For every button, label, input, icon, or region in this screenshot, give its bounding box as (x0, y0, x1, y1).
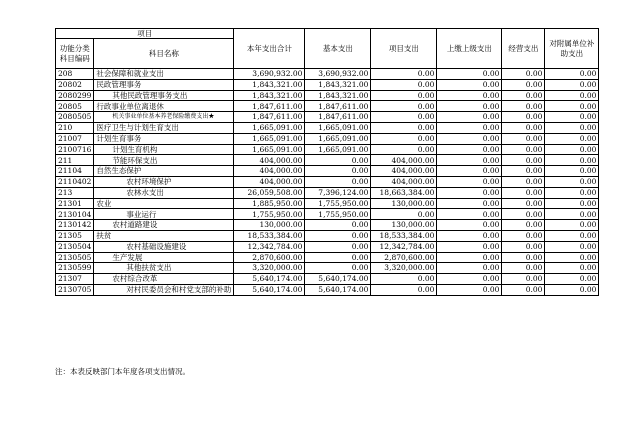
cell-basic: 1,755,950.00 (305, 198, 371, 209)
table-row (56, 198, 599, 209)
cell-upper: 0.00 (437, 176, 502, 187)
cell-subsidy: 0.00 (545, 101, 599, 112)
cell-basic: 0.00 (305, 252, 371, 263)
cell-basic: 3,690,932.00 (305, 69, 371, 80)
cell-operating: 0.00 (502, 252, 545, 263)
cell-code: 2080299 (56, 90, 94, 101)
cell-code: 208 (56, 69, 94, 80)
header-basic: 基本支出 (305, 29, 371, 69)
cell-subsidy: 0.00 (545, 198, 599, 209)
header-total: 本年支出合计 (234, 29, 305, 69)
cell-basic: 0.00 (305, 166, 371, 177)
cell-name: 行政事业单位离退休 (94, 101, 234, 112)
cell-name: 对村民委员会和村党支部的补助 (94, 284, 234, 295)
cell-upper: 0.00 (437, 133, 502, 144)
table-row (56, 263, 599, 274)
header-subsidy: 对附属单位补助支出 (545, 29, 599, 69)
cell-upper: 0.00 (437, 263, 502, 274)
cell-operating: 0.00 (502, 263, 545, 274)
cell-basic: 0.00 (305, 155, 371, 166)
cell-project: 0.00 (371, 284, 437, 295)
cell-upper: 0.00 (437, 122, 502, 133)
cell-upper: 0.00 (437, 230, 502, 241)
table-row (56, 241, 599, 252)
cell-project: 0.00 (371, 144, 437, 155)
header-upper: 上缴上级支出 (437, 29, 502, 69)
cell-name: 社会保障和就业支出 (94, 69, 234, 80)
cell-operating: 0.00 (502, 198, 545, 209)
cell-total: 3,690,932.00 (234, 69, 305, 80)
cell-operating: 0.00 (502, 69, 545, 80)
cell-name: 民政管理事务 (94, 79, 234, 90)
cell-total: 1,847,611.00 (234, 112, 305, 123)
cell-name: 计划生育事务 (94, 133, 234, 144)
cell-total: 1,847,611.00 (234, 101, 305, 112)
table-row (56, 230, 599, 241)
cell-operating: 0.00 (502, 90, 545, 101)
cell-basic: 0.00 (305, 220, 371, 231)
cell-name: 农村环境保护 (94, 176, 234, 187)
cell-code: 21007 (56, 133, 94, 144)
cell-name: 其他扶贫支出 (94, 263, 234, 274)
cell-code: 20805 (56, 101, 94, 112)
cell-name: 扶贫 (94, 230, 234, 241)
cell-code: 21104 (56, 166, 94, 177)
cell-operating: 0.00 (502, 284, 545, 295)
cell-basic: 1,843,321.00 (305, 90, 371, 101)
cell-subsidy: 0.00 (545, 209, 599, 220)
expenditure-table (55, 28, 599, 296)
cell-basic: 1,847,611.00 (305, 112, 371, 123)
cell-code: 21305 (56, 230, 94, 241)
cell-total: 3,320,000.00 (234, 263, 305, 274)
table-row (56, 176, 599, 187)
cell-total: 1,665,091.00 (234, 122, 305, 133)
table-row (56, 284, 599, 295)
table-row (56, 209, 599, 220)
cell-operating: 0.00 (502, 274, 545, 285)
cell-name: 机关事业单位基本养老保险缴费支出★ (94, 112, 234, 123)
cell-project: 130,000.00 (371, 198, 437, 209)
table-row (56, 122, 599, 133)
cell-upper: 0.00 (437, 155, 502, 166)
cell-name: 自然生态保护 (94, 166, 234, 177)
table-row (56, 69, 599, 80)
cell-upper: 0.00 (437, 220, 502, 231)
cell-basic: 0.00 (305, 241, 371, 252)
cell-subsidy: 0.00 (545, 263, 599, 274)
cell-operating: 0.00 (502, 122, 545, 133)
cell-total: 404,000.00 (234, 166, 305, 177)
cell-subsidy: 0.00 (545, 230, 599, 241)
cell-project: 0.00 (371, 274, 437, 285)
cell-project: 3,320,000.00 (371, 263, 437, 274)
cell-upper: 0.00 (437, 187, 502, 198)
cell-operating: 0.00 (502, 209, 545, 220)
cell-upper: 0.00 (437, 79, 502, 90)
cell-subsidy: 0.00 (545, 90, 599, 101)
table-row (56, 220, 599, 231)
cell-project: 404,000.00 (371, 155, 437, 166)
table-row (56, 187, 599, 198)
cell-operating: 0.00 (502, 101, 545, 112)
cell-code: 21301 (56, 198, 94, 209)
cell-operating: 0.00 (502, 230, 545, 241)
cell-code: 213 (56, 187, 94, 198)
cell-project: 0.00 (371, 112, 437, 123)
cell-total: 12,342,784.00 (234, 241, 305, 252)
cell-total: 1,665,091.00 (234, 144, 305, 155)
cell-name: 农业 (94, 198, 234, 209)
header-project: 项目 (56, 29, 234, 39)
cell-name: 计划生育机构 (94, 144, 234, 155)
cell-name: 医疗卫生与计划生育支出 (94, 122, 234, 133)
cell-name: 生产发展 (94, 252, 234, 263)
cell-subsidy: 0.00 (545, 252, 599, 263)
cell-project: 404,000.00 (371, 166, 437, 177)
cell-name: 其他民政管理事务支出 (94, 90, 234, 101)
cell-upper: 0.00 (437, 241, 502, 252)
cell-operating: 0.00 (502, 79, 545, 90)
cell-operating: 0.00 (502, 112, 545, 123)
cell-basic: 0.00 (305, 263, 371, 274)
cell-upper: 0.00 (437, 209, 502, 220)
cell-subsidy: 0.00 (545, 79, 599, 90)
cell-name: 农林水支出 (94, 187, 234, 198)
cell-operating: 0.00 (502, 155, 545, 166)
cell-name: 节能环保支出 (94, 155, 234, 166)
cell-upper: 0.00 (437, 101, 502, 112)
cell-upper: 0.00 (437, 112, 502, 123)
cell-subsidy: 0.00 (545, 187, 599, 198)
cell-subsidy: 0.00 (545, 112, 599, 123)
cell-code: 2130142 (56, 220, 94, 231)
table-row (56, 112, 599, 123)
cell-operating: 0.00 (502, 133, 545, 144)
cell-upper: 0.00 (437, 274, 502, 285)
cell-project: 0.00 (371, 101, 437, 112)
cell-basic: 1,847,611.00 (305, 101, 371, 112)
header-name: 科目名称 (94, 39, 234, 69)
cell-upper: 0.00 (437, 284, 502, 295)
cell-total: 404,000.00 (234, 176, 305, 187)
header-project-expenditure: 项目支出 (371, 29, 437, 69)
table-row (56, 274, 599, 285)
cell-project: 12,342,784.00 (371, 241, 437, 252)
cell-subsidy: 0.00 (545, 144, 599, 155)
cell-total: 5,640,174.00 (234, 274, 305, 285)
cell-subsidy: 0.00 (545, 155, 599, 166)
expenditure-table-container (55, 28, 599, 296)
cell-project: 130,000.00 (371, 220, 437, 231)
cell-name: 农村道路建设 (94, 220, 234, 231)
cell-project: 0.00 (371, 69, 437, 80)
cell-subsidy: 0.00 (545, 122, 599, 133)
cell-project: 0.00 (371, 209, 437, 220)
cell-total: 26,059,508.00 (234, 187, 305, 198)
cell-total: 1,755,950.00 (234, 209, 305, 220)
cell-subsidy: 0.00 (545, 133, 599, 144)
cell-upper: 0.00 (437, 198, 502, 209)
cell-basic: 5,640,174.00 (305, 274, 371, 285)
cell-operating: 0.00 (502, 241, 545, 252)
cell-basic: 1,843,321.00 (305, 79, 371, 90)
cell-code: 2130104 (56, 209, 94, 220)
cell-code: 21307 (56, 274, 94, 285)
cell-basic: 0.00 (305, 176, 371, 187)
cell-total: 18,533,384.00 (234, 230, 305, 241)
cell-project: 0.00 (371, 133, 437, 144)
table-row (56, 144, 599, 155)
cell-total: 130,000.00 (234, 220, 305, 231)
cell-project: 2,870,600.00 (371, 252, 437, 263)
cell-project: 0.00 (371, 122, 437, 133)
cell-project: 18,663,384.00 (371, 187, 437, 198)
cell-code: 2100716 (56, 144, 94, 155)
cell-operating: 0.00 (502, 166, 545, 177)
cell-basic: 5,640,174.00 (305, 284, 371, 295)
cell-subsidy: 0.00 (545, 241, 599, 252)
cell-name: 农村基础设施建设 (94, 241, 234, 252)
table-row (56, 166, 599, 177)
cell-code: 2080505 (56, 112, 94, 123)
table-row (56, 101, 599, 112)
cell-total: 5,640,174.00 (234, 284, 305, 295)
cell-basic: 1,665,091.00 (305, 122, 371, 133)
table-note: 注：本表反映部门本年度各项支出情况。 (55, 367, 190, 376)
cell-total: 1,885,950.00 (234, 198, 305, 209)
cell-subsidy: 0.00 (545, 274, 599, 285)
cell-code: 2130505 (56, 252, 94, 263)
cell-upper: 0.00 (437, 252, 502, 263)
cell-project: 18,533,384.00 (371, 230, 437, 241)
cell-code: 211 (56, 155, 94, 166)
cell-subsidy: 0.00 (545, 166, 599, 177)
cell-upper: 0.00 (437, 144, 502, 155)
cell-subsidy: 0.00 (545, 69, 599, 80)
cell-total: 404,000.00 (234, 155, 305, 166)
table-row (56, 90, 599, 101)
cell-code: 2130705 (56, 284, 94, 295)
cell-code: 2130504 (56, 241, 94, 252)
cell-operating: 0.00 (502, 176, 545, 187)
cell-operating: 0.00 (502, 220, 545, 231)
cell-operating: 0.00 (502, 144, 545, 155)
cell-total: 1,665,091.00 (234, 133, 305, 144)
cell-basic: 1,665,091.00 (305, 133, 371, 144)
header-code: 功能分类科目编码 (56, 39, 94, 69)
cell-code: 2130599 (56, 263, 94, 274)
cell-basic: 0.00 (305, 230, 371, 241)
cell-total: 2,870,600.00 (234, 252, 305, 263)
cell-total: 1,843,321.00 (234, 90, 305, 101)
cell-code: 210 (56, 122, 94, 133)
header-operating: 经营支出 (502, 29, 545, 69)
cell-subsidy: 0.00 (545, 284, 599, 295)
cell-project: 0.00 (371, 79, 437, 90)
table-row (56, 252, 599, 263)
cell-subsidy: 0.00 (545, 220, 599, 231)
cell-upper: 0.00 (437, 69, 502, 80)
table-row (56, 79, 599, 90)
cell-code: 20802 (56, 79, 94, 90)
cell-subsidy: 0.00 (545, 176, 599, 187)
cell-basic: 7,396,124.00 (305, 187, 371, 198)
table-row (56, 133, 599, 144)
cell-name: 农村综合改革 (94, 274, 234, 285)
cell-upper: 0.00 (437, 166, 502, 177)
cell-basic: 1,665,091.00 (305, 144, 371, 155)
cell-total: 1,843,321.00 (234, 79, 305, 90)
cell-project: 0.00 (371, 90, 437, 101)
table-row (56, 155, 599, 166)
cell-operating: 0.00 (502, 187, 545, 198)
cell-code: 2110402 (56, 176, 94, 187)
cell-project: 404,000.00 (371, 176, 437, 187)
cell-upper: 0.00 (437, 90, 502, 101)
cell-basic: 1,755,950.00 (305, 209, 371, 220)
cell-name: 事业运行 (94, 209, 234, 220)
